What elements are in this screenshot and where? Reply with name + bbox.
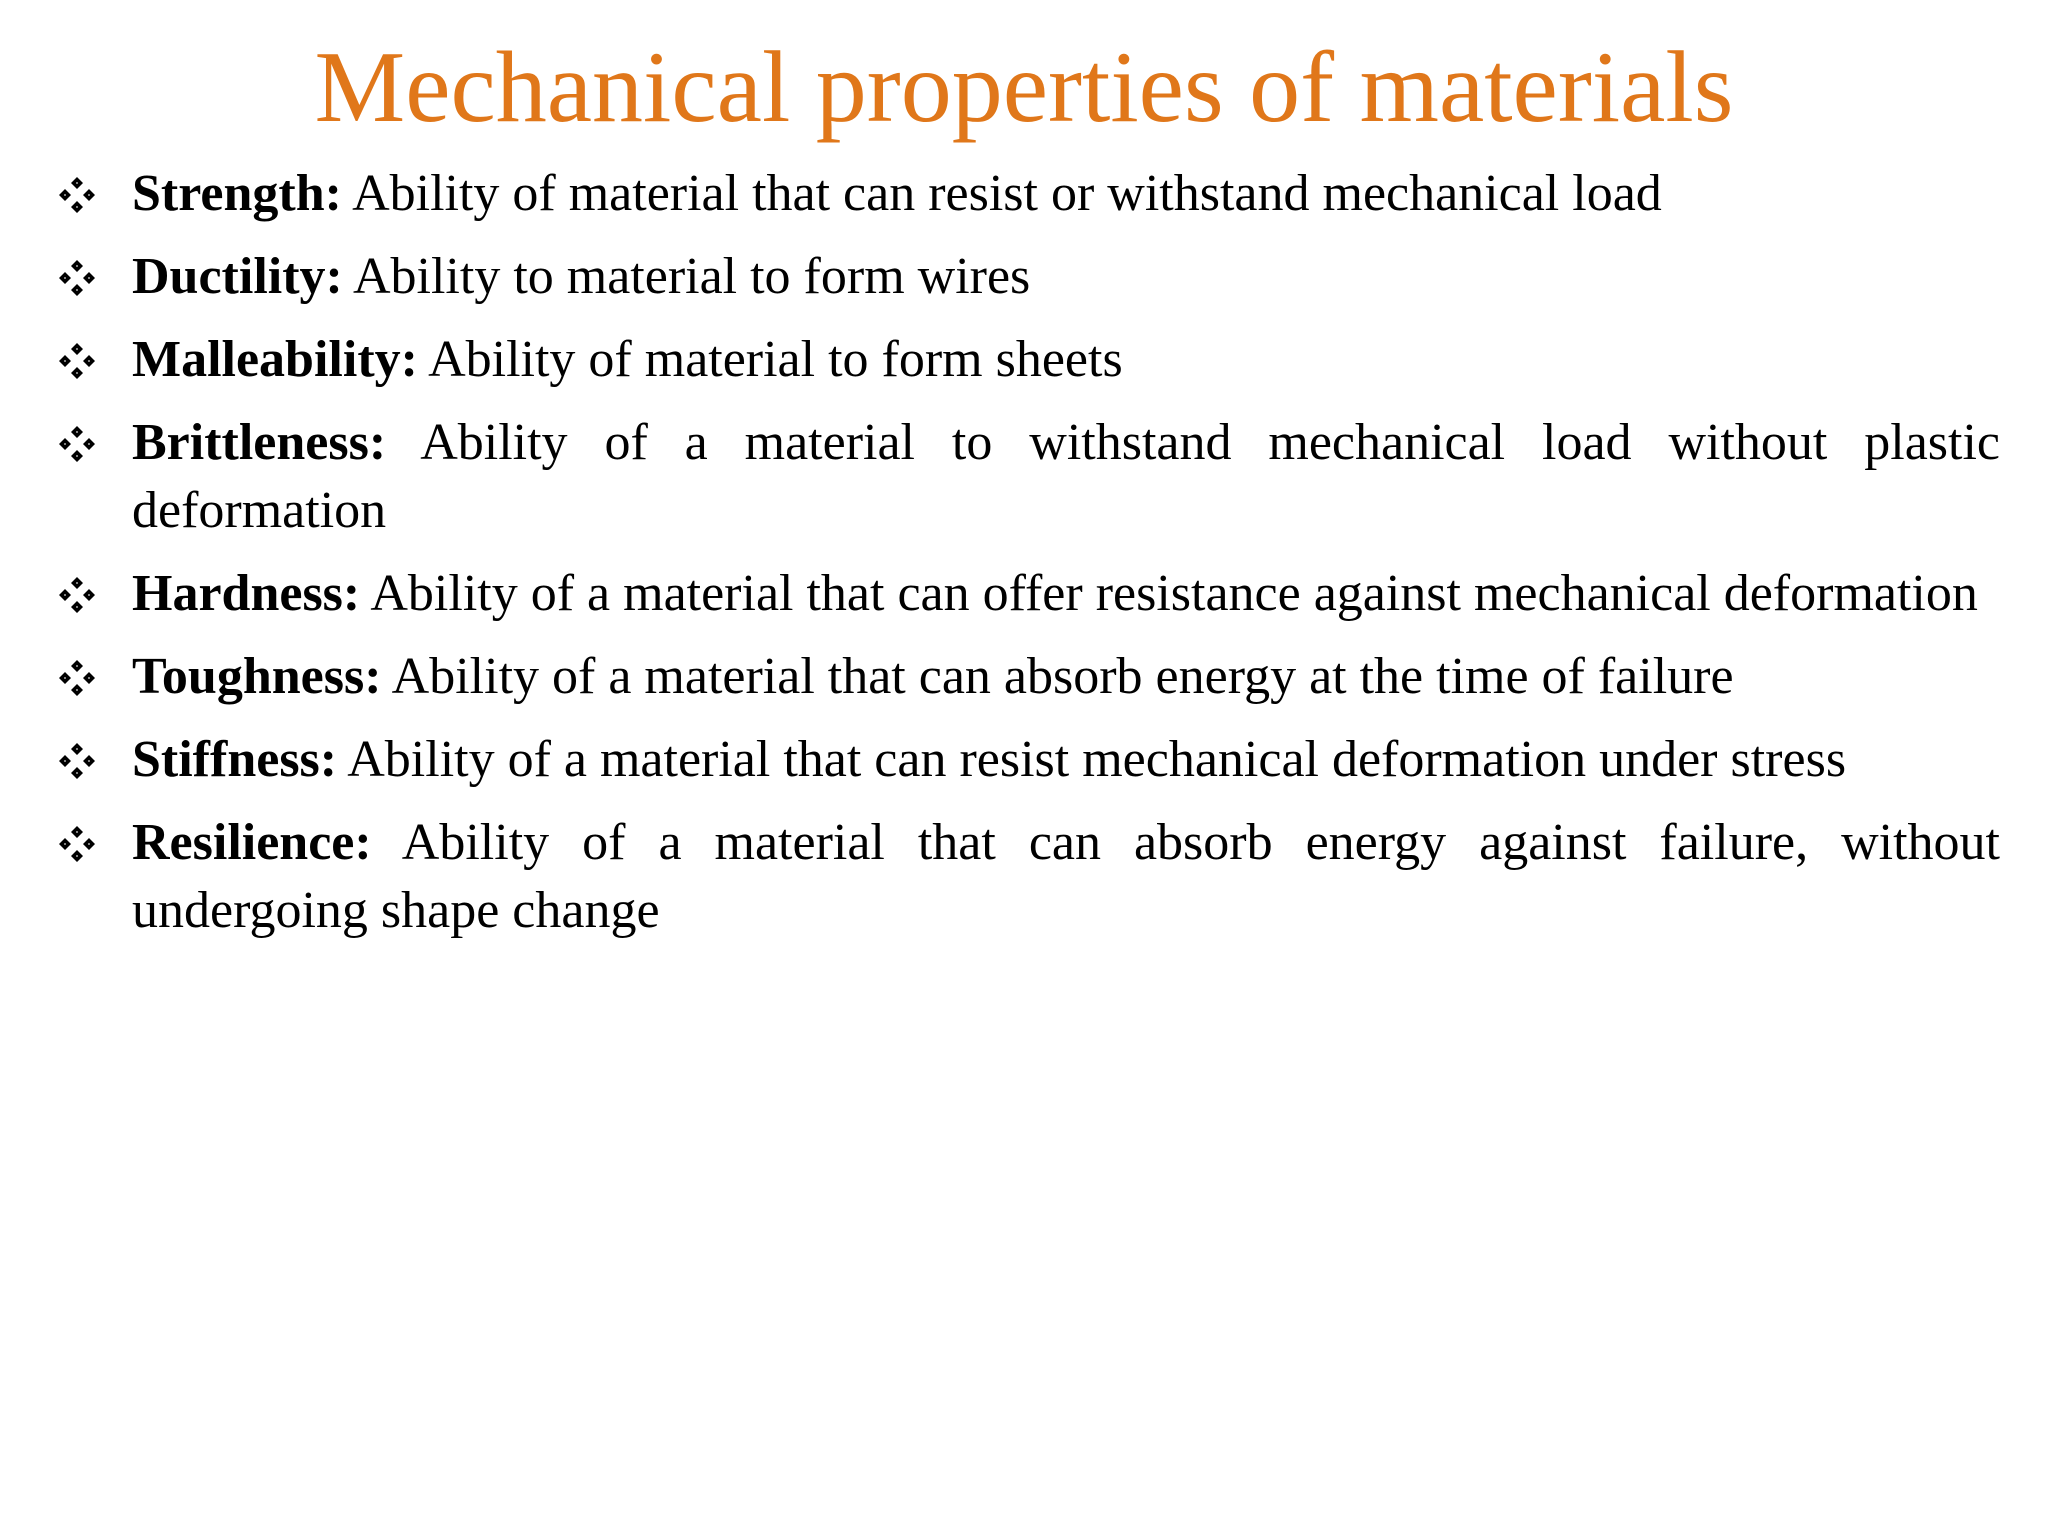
term-label: Hardness: [132,565,361,622]
list-item-resilience [58,809,2000,945]
four-diamond-bullet-icon [58,425,96,463]
definition-text: Ability of a material that can absorb energy against failure, without undergoing shape change [132,814,2000,939]
definition-text: Ability of a material that can resist mechanical deformation under stress [337,731,1847,788]
term-label: Resilience: [132,814,372,871]
term-label: Strength: [132,165,342,222]
four-diamond-bullet-icon [58,342,96,380]
term-label: Malleability: [132,331,418,388]
four-diamond-bullet-icon [58,576,96,614]
list-item-toughness [58,643,2000,711]
list-item-strength [58,160,2000,228]
term-label: Brittleness: [132,414,387,471]
four-diamond-bullet-icon [58,742,96,780]
definition-text: Ability of a material that can offer resistance against mechanical deformation [360,565,1978,622]
four-diamond-bullet-icon [58,825,96,863]
term-label: Ductility: [132,248,343,305]
term-label: Stiffness: [132,731,338,788]
term-label: Toughness: [132,648,382,705]
four-diamond-bullet-icon [58,176,96,214]
definition-text: Ability of material that can resist or withstand mechanical load [341,165,1662,222]
list-item-ductility [58,243,2000,311]
page-title: Mechanical properties of materials [314,31,1734,144]
list-item-brittleness [58,409,2000,545]
definition-text: Ability to material to form wires [342,248,1031,305]
definition-text: Ability of material to form sheets [417,331,1123,388]
list-item-stiffness [58,726,2000,794]
definition-text: Ability of a material that can absorb energy at the time of failure [381,648,1734,705]
bullet-list [58,160,2000,960]
four-diamond-bullet-icon [58,259,96,297]
list-item-malleability [58,326,2000,394]
list-item-hardness [58,560,2000,628]
four-diamond-bullet-icon [58,659,96,697]
definition-text: Ability of a material to withstand mechanical load without plastic deformation [132,414,2000,539]
